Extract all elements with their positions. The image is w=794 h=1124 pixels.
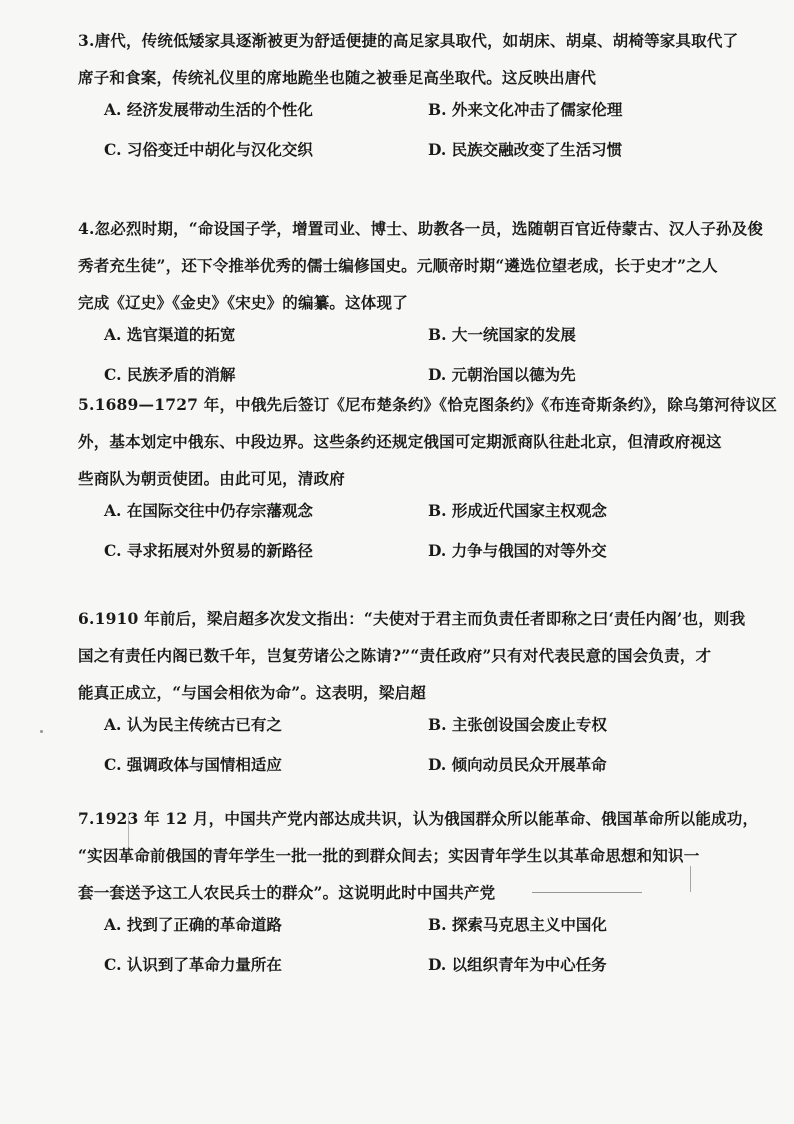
question-4-option-d: D. 元朝治国以德为先 — [428, 365, 576, 384]
scan-line-artifact — [532, 892, 642, 893]
question-6-option-b: B. 主张创设国会废止专权 — [428, 715, 607, 734]
question-3-option-b: B. 外来文化冲击了儒家伦理 — [428, 100, 623, 119]
question-4-stem-line-2: 秀者充生徒”，还下令推举优秀的儒士编修国史。元顺帝时期“遴选位望老成，长于史才”之人 — [78, 256, 718, 275]
question-7-stem-line-1: 7.1923 年 12 月，中国共产党内部达成共识，认为俄国群众所以能革命、俄国革命所以能成功， — [78, 809, 759, 828]
question-7-option-c: C. 认识到了革命力量所在 — [104, 955, 282, 974]
question-5-option-c: C. 寻求拓展对外贸易的新路径 — [104, 541, 313, 560]
question-5 — [78, 386, 778, 581]
question-3 — [78, 22, 742, 180]
question-5-option-b: B. 形成近代国家主权观念 — [428, 501, 607, 520]
question-6-option-a: A. 认为民主传统古已有之 — [104, 715, 282, 734]
question-3-options — [78, 100, 742, 180]
question-4-option-a: A. 选官渠道的拓宽 — [104, 325, 236, 344]
question-5-option-a: A. 在国际交往中仍存宗藩观念 — [104, 501, 313, 520]
scan-line-artifact — [690, 866, 691, 892]
question-7-option-d: D. 以组织青年为中心任务 — [428, 955, 607, 974]
question-7-option-b: B. 探索马克思主义中国化 — [428, 915, 607, 934]
question-6 — [78, 600, 746, 795]
question-7-stem-line-2: “实因革命前俄国的青年学生一批一批的到群众间去；实因青年学生以其革命思想和知识一 — [78, 846, 700, 865]
question-7-options — [78, 915, 742, 995]
question-5-options — [78, 501, 742, 581]
question-5-option-d: D. 力争与俄国的对等外交 — [428, 541, 607, 560]
scan-dot-artifact — [40, 730, 43, 733]
question-4-stem-line-1: 4.忽必烈时期，“命设国子学，增置司业、博士、助教各一员，选随朝百官近侍蒙古、汉人子孙及俊 — [78, 219, 764, 238]
question-5-stem-line-2: 外，基本划定中俄东、中段边界。这些条约还规定俄国可定期派商队往赴北京，但清政府视这 — [78, 432, 722, 451]
question-5-stem-line-3: 些商队为朝贡使团。由此可见，清政府 — [78, 469, 345, 488]
question-6-stem-line-2: 国之有责任内阁已数千年，岂复劳诸公之陈请?”“责任政府”只有对代表民意的国会负责，才 — [78, 646, 712, 665]
scan-line-artifact — [128, 816, 129, 856]
question-3-option-d: D. 民族交融改变了生活习惯 — [428, 140, 623, 159]
question-7 — [78, 800, 759, 995]
question-6-options — [78, 715, 742, 795]
question-6-option-c: C. 强调政体与国情相适应 — [104, 755, 282, 774]
question-6-option-d: D. 倾向动员民众开展革命 — [428, 755, 607, 774]
question-3-stem-line-2: 席子和食案，传统礼仪里的席地跪坐也随之被垂足高坐取代。这反映出唐代 — [78, 68, 597, 87]
question-5-stem-line-1: 5.1689—1727 年，中俄先后签订《尼布楚条约》《恰克图条约》《布连奇斯条约》，除乌第河待议区 — [78, 395, 778, 414]
question-7-stem-line-3: 套一套送予这工人农民兵士的群众”。这说明此时中国共产党 — [78, 883, 496, 902]
question-3-option-a: A. 经济发展带动生活的个性化 — [104, 100, 313, 119]
question-6-stem-line-3: 能真正成立，“与国会相依为命”。这表明，梁启超 — [78, 683, 426, 702]
question-6-stem-line-1: 6.1910 年前后，梁启超多次发文指出：“夫使对于君主而负责任者即称之曰‘责任内阁’也，则我 — [78, 609, 746, 628]
question-4-option-b: B. 大一统国家的发展 — [428, 325, 576, 344]
question-3-option-c: C. 习俗变迁中胡化与汉化交织 — [104, 140, 313, 159]
question-4-stem-line-3: 完成《辽史》《金史》《宋史》的编纂。这体现了 — [78, 293, 408, 312]
question-4-option-c: C. 民族矛盾的消解 — [104, 365, 236, 384]
question-3-stem-line-1: 3.唐代，传统低矮家具逐渐被更为舒适便捷的高足家具取代，如胡床、胡桌、胡椅等家具取代了 — [78, 31, 739, 50]
question-7-option-a: A. 找到了正确的革命道路 — [104, 915, 282, 934]
